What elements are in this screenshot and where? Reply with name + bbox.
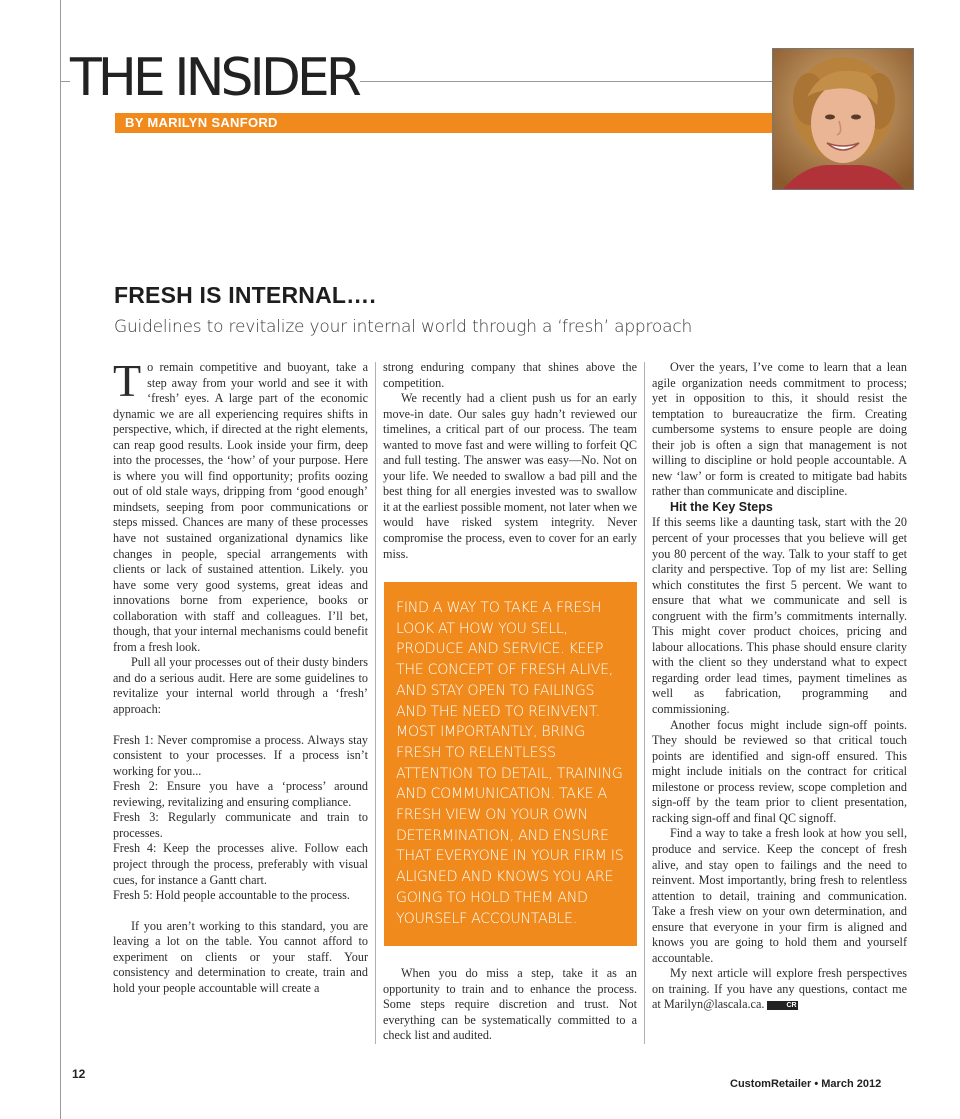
intro-paragraph	[113, 355, 368, 655]
fresh-item-4: Fresh 4: Keep the processes alive. Follow each project through the process, preferably with visual cues, for instance a Gantt chart.	[113, 841, 369, 887]
drop-cap: T	[113, 355, 142, 406]
author-byline: BY MARILYN SANFORD	[125, 115, 278, 130]
column-1	[113, 355, 369, 996]
column-2	[383, 360, 637, 562]
body-paragraph: strong enduring company that shines above the competition.	[383, 360, 637, 390]
left-margin-rule	[60, 0, 61, 1119]
intro-text: o remain competitive and buoyant, take a step away from your world and see it with ‘fresh’ eyes. A large part of the economic dynamic we are all experiencing requires shifts in perspective, which, if directed at the right elements, can reap good results. Look inside your firm, deep into the processes, the ‘how’ of your purpose. Here is where you will find opportunity; profits oozing out of old stale ways, dripping from ‘good enough’ mindsets, seeping from poor communications or steps missed. Chances are many of these processes have not sustained organizational dynamics like changes in people, special arrangements with clients or lack of sustained attention. Likely. you have some very good systems, great ideas and innovations borne from experience, books or collaboration with staff and colleagues. I’ll bet, though, that your internal mechanisms could benefit from a fresh look.	[113, 360, 368, 654]
pull-quote	[384, 582, 637, 946]
column-rule	[375, 362, 376, 1044]
author-photo	[772, 48, 914, 190]
body-paragraph: Over the years, I’ve come to learn that a lean agile organization needs commitment to process; yet in opposition to this, it should resist the temptation to bureaucratize the firm. Creating cumbersome systems to ensure people are doing their job is often a sign that management is not willing to discipline or hold people accountable. A new ‘law’ or form is created to mitigate bad habits rather than communicate and discipline.	[652, 360, 907, 499]
column-3	[652, 360, 907, 1013]
pull-quote-text: FIND A WAY TO TAKE A FRESH LOOK AT HOW YOU SELL, PRODUCE AND SERVICE. KEEP THE CONCEPT OF FRESH ALIVE, AND STAY OPEN TO FAILINGS AND THE NEED TO REINVENT. MOST IMPORTANTLY, BRING FRESH TO RELENTLESS ATTENTION TO DETAIL, TRAINING AND COMMUNICATION. TAKE A FRESH VIEW ON YOUR OWN DETERMINATION, AND ENSURE THAT EVERYONE IN YOUR FIRM IS ALIGNED AND KNOWS YOU ARE GOING TO HOLD THEM AND YOURSELF ACCOUNTABLE.	[396, 600, 624, 927]
page-number: 12	[72, 1067, 86, 1081]
fresh-item-5: Fresh 5: Hold people accountable to the process.	[113, 888, 350, 903]
body-paragraph: Find a way to take a fresh look at how you sell, produce and service. Keep the concept of fresh alive, and stay open to failings and the need to reinvent. Most importantly, bring fresh to relentless attention to detail, training and communication. Take a fresh view on your own determination, and ensure that everyone in your firm is aligned and knows you are going to hold them and yourself accountable.	[652, 826, 907, 965]
section-heading: Hit the Key Steps	[670, 499, 773, 514]
body-paragraph: Another focus might include sign-off points. They should be reviewed so that critical touch points are identified and sign-off ensured. This might include initials on the contract for critical milestone or process review, scope completion and sign-off by the team prior to client presentation, racking sign-off and final QC signoff.	[652, 717, 907, 825]
fresh-item-1: Fresh 1: Never compromise a process. Always stay consistent to your processes. If a process isn’t working for you...	[113, 732, 368, 778]
byline-bar	[115, 113, 775, 133]
column-title: THE INSIDER	[70, 48, 358, 108]
body-paragraph: If you aren’t working to this standard, you are leaving a lot on the table. You cannot afford to experiment on clients or your staff. Your consistency and determination to create, train and hold your people accountable will create a	[113, 918, 368, 995]
closing-paragraph: My next article will explore fresh perspectives on training. If you have any questions, contact me at Marilyn@lascala.ca. CR	[652, 966, 907, 1012]
article-headline: FRESH IS INTERNAL….	[114, 282, 376, 308]
body-paragraph: We recently had a client push us for an early move-in date. Our sales guy hadn’t reviewed our timelines, a critical part of our process. The team wanted to move fast and were willing to forfeit QC and full testing. The answer was easy—No. Not on your life. We needed to swallow a bad pill and the best thing for all energies invested was to swallow it at the earliest possible moment, not later when we would have risked system integrity. Never compromise the process, even to cover for an early miss.	[383, 391, 637, 561]
column-rule	[644, 362, 645, 1044]
publication-footer: CustomRetailer • March 2012	[730, 1078, 882, 1090]
body-paragraph: If this seems like a daunting task, start with the 20 percent of your processes that you believe will get you 80 percent of the way. Talk to your staff to get clarity and perspective. Top of my list are: Selling which constitutes the first 5 percent. We want to ensure that what we communicate and sell is congruent with the firm’s commitments internally. This might cover product choices, pricing and labour allocations. This phase should ensure clarity with the client so they understand what to expect regarding order lead times, payment timelines as well as fabrication, programming and commissioning.	[652, 515, 907, 717]
article-subhead: Guidelines to revitalize your internal world through a ‘fresh’ approach	[114, 317, 693, 337]
fresh-item-3: Fresh 3: Regularly communicate and train to processes.	[113, 810, 368, 840]
end-mark: CR	[767, 1001, 797, 1010]
column-2-continued	[383, 966, 637, 1044]
body-paragraph: Pull all your processes out of their dusty binders and do a serious audit. Here are some guidelines to revitalize your internal world through a ‘fresh’ approach:	[113, 655, 368, 717]
body-paragraph: When you do miss a step, take it as an opportunity to train and to enhance the process. Some steps require discretion and trust. Not everything can be systematically committed to a check list and audited.	[383, 966, 637, 1043]
fresh-item-2: Fresh 2: Ensure you have a ‘process’ around reviewing, revitalizing and ensuring compliance.	[113, 779, 369, 809]
